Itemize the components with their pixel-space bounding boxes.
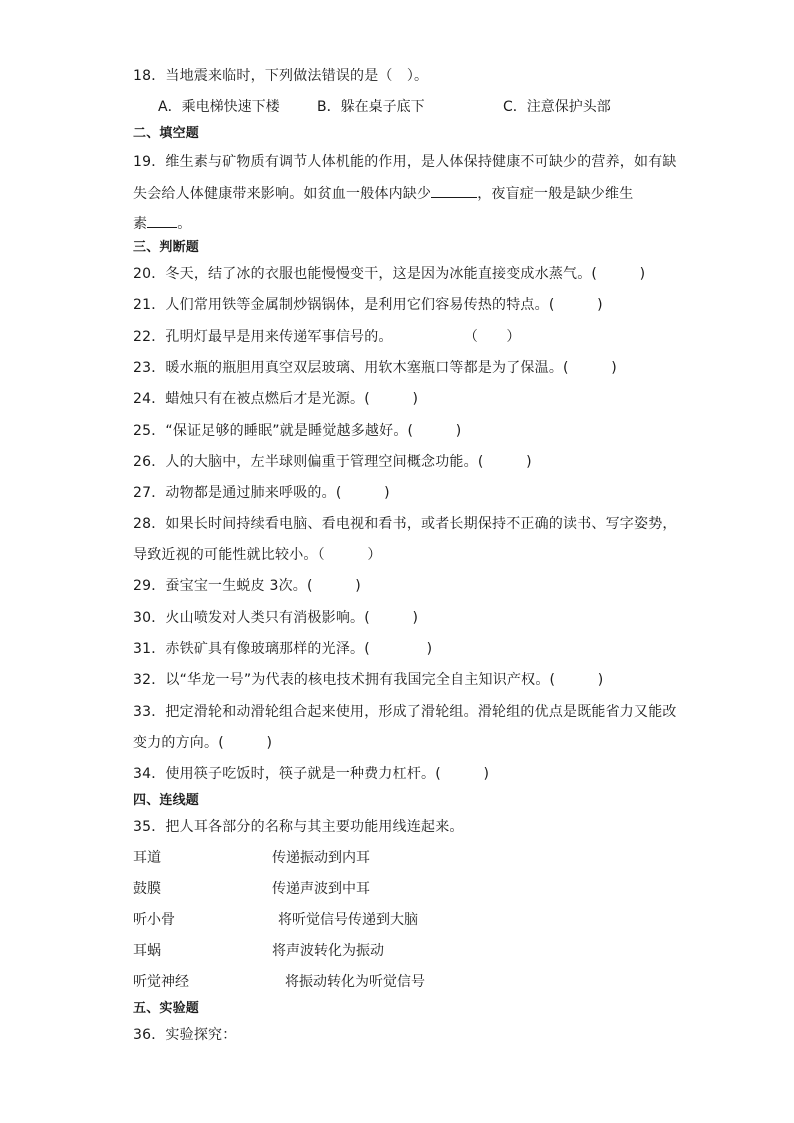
match-left-3: 听小骨 xyxy=(133,912,175,928)
q18-option-a: A．乘电梯快速下楼 xyxy=(158,99,280,115)
question-33-line2: 变力的方向。( ) xyxy=(133,735,273,751)
q18-option-c: C．注意保护头部 xyxy=(503,99,611,115)
question-31: 31．赤铁矿具有像玻璃那样的光泽。( ) xyxy=(133,641,433,657)
question-28-line2: 导致近视的可能性就比较小。（ ） xyxy=(133,547,382,563)
q19-blank-1[interactable] xyxy=(431,183,477,198)
match-left-1: 耳道 xyxy=(133,850,161,866)
match-right-3: 将听觉信号传递到大脑 xyxy=(278,912,418,928)
question-27: 27．动物都是通过肺来呼吸的。( ) xyxy=(133,485,390,501)
question-25: 25．“保证足够的睡眠”就是睡觉越多越好。( ) xyxy=(133,423,462,439)
question-21: 21．人们常用铁等金属制炒锅锅体，是利用它们容易传热的特点。( ) xyxy=(133,297,603,313)
question-22: 22．孔明灯最早是用来传递军事信号的。 （ ） xyxy=(133,329,521,345)
question-23: 23．暖水瓶的瓶胆用真空双层玻璃、用软木塞瓶口等都是为了保温。( ) xyxy=(133,360,617,376)
match-left-2: 鼓膜 xyxy=(133,881,161,897)
question-19-line3 xyxy=(133,213,191,233)
match-left-4: 耳蜗 xyxy=(133,943,161,959)
question-33-line1: 33．把定滑轮和动滑轮组合起来使用，形成了滑轮组。滑轮组的优点是既能省力又能改 xyxy=(133,704,677,720)
question-26: 26．人的大脑中，左半球则偏重于管理空间概念功能。( ) xyxy=(133,454,532,470)
q19-text-c: 素 xyxy=(133,216,148,232)
match-right-1: 传递振动到内耳 xyxy=(272,850,370,866)
q18-option-b: B．躲在桌子底下 xyxy=(317,99,425,115)
question-20: 20．冬天，结了冰的衣服也能慢慢变干，这是因为冰能直接变成水蒸气。( ) xyxy=(133,266,646,282)
question-35: 35．把人耳各部分的名称与其主要功能用线连起来。 xyxy=(133,819,464,835)
section-true-false: 三、判断题 xyxy=(133,240,200,255)
question-36: 36．实验探究： xyxy=(133,1027,237,1043)
question-18: 18．当地震来临时，下列做法错误的是（ ）。 xyxy=(133,68,429,84)
q19-blank-2[interactable] xyxy=(147,213,177,228)
q19-text-b: ，夜盲症一般是缺少维生 xyxy=(477,186,634,202)
question-28-line1: 28．如果长时间持续看电脑、看电视和看书，或者长期保持不正确的读书、写字姿势， xyxy=(133,516,677,532)
question-30: 30．火山喷发对人类只有消极影响。( ) xyxy=(133,610,419,626)
match-left-5: 听觉神经 xyxy=(133,974,189,990)
match-right-2: 传递声波到中耳 xyxy=(272,881,370,897)
section-fill-in: 二、填空题 xyxy=(133,126,200,141)
question-34: 34．使用筷子吃饭时，筷子就是一种费力杠杆。( ) xyxy=(133,766,490,782)
question-24: 24．蜡烛只有在被点燃后才是光源。( ) xyxy=(133,391,419,407)
match-right-5: 将振动转化为听觉信号 xyxy=(285,974,425,990)
question-19-line1: 19．维生素与矿物质有调节人体机能的作用，是人体保持健康不可缺少的营养，如有缺 xyxy=(133,154,677,170)
match-right-4: 将声波转化为振动 xyxy=(272,943,384,959)
q19-text-d: 。 xyxy=(177,216,192,232)
section-experiment: 五、实验题 xyxy=(133,1001,200,1016)
section-matching: 四、连线题 xyxy=(133,793,200,808)
question-29: 29．蚕宝宝一生蜕皮 3次。( ) xyxy=(133,578,361,594)
q19-text-a: 失会给人体健康带来影响。如贫血一般体内缺少 xyxy=(133,186,432,202)
question-19-line2 xyxy=(133,183,633,203)
question-32: 32．以“华龙一号”为代表的核电技术拥有我国完全自主知识产权。( ) xyxy=(133,672,604,688)
